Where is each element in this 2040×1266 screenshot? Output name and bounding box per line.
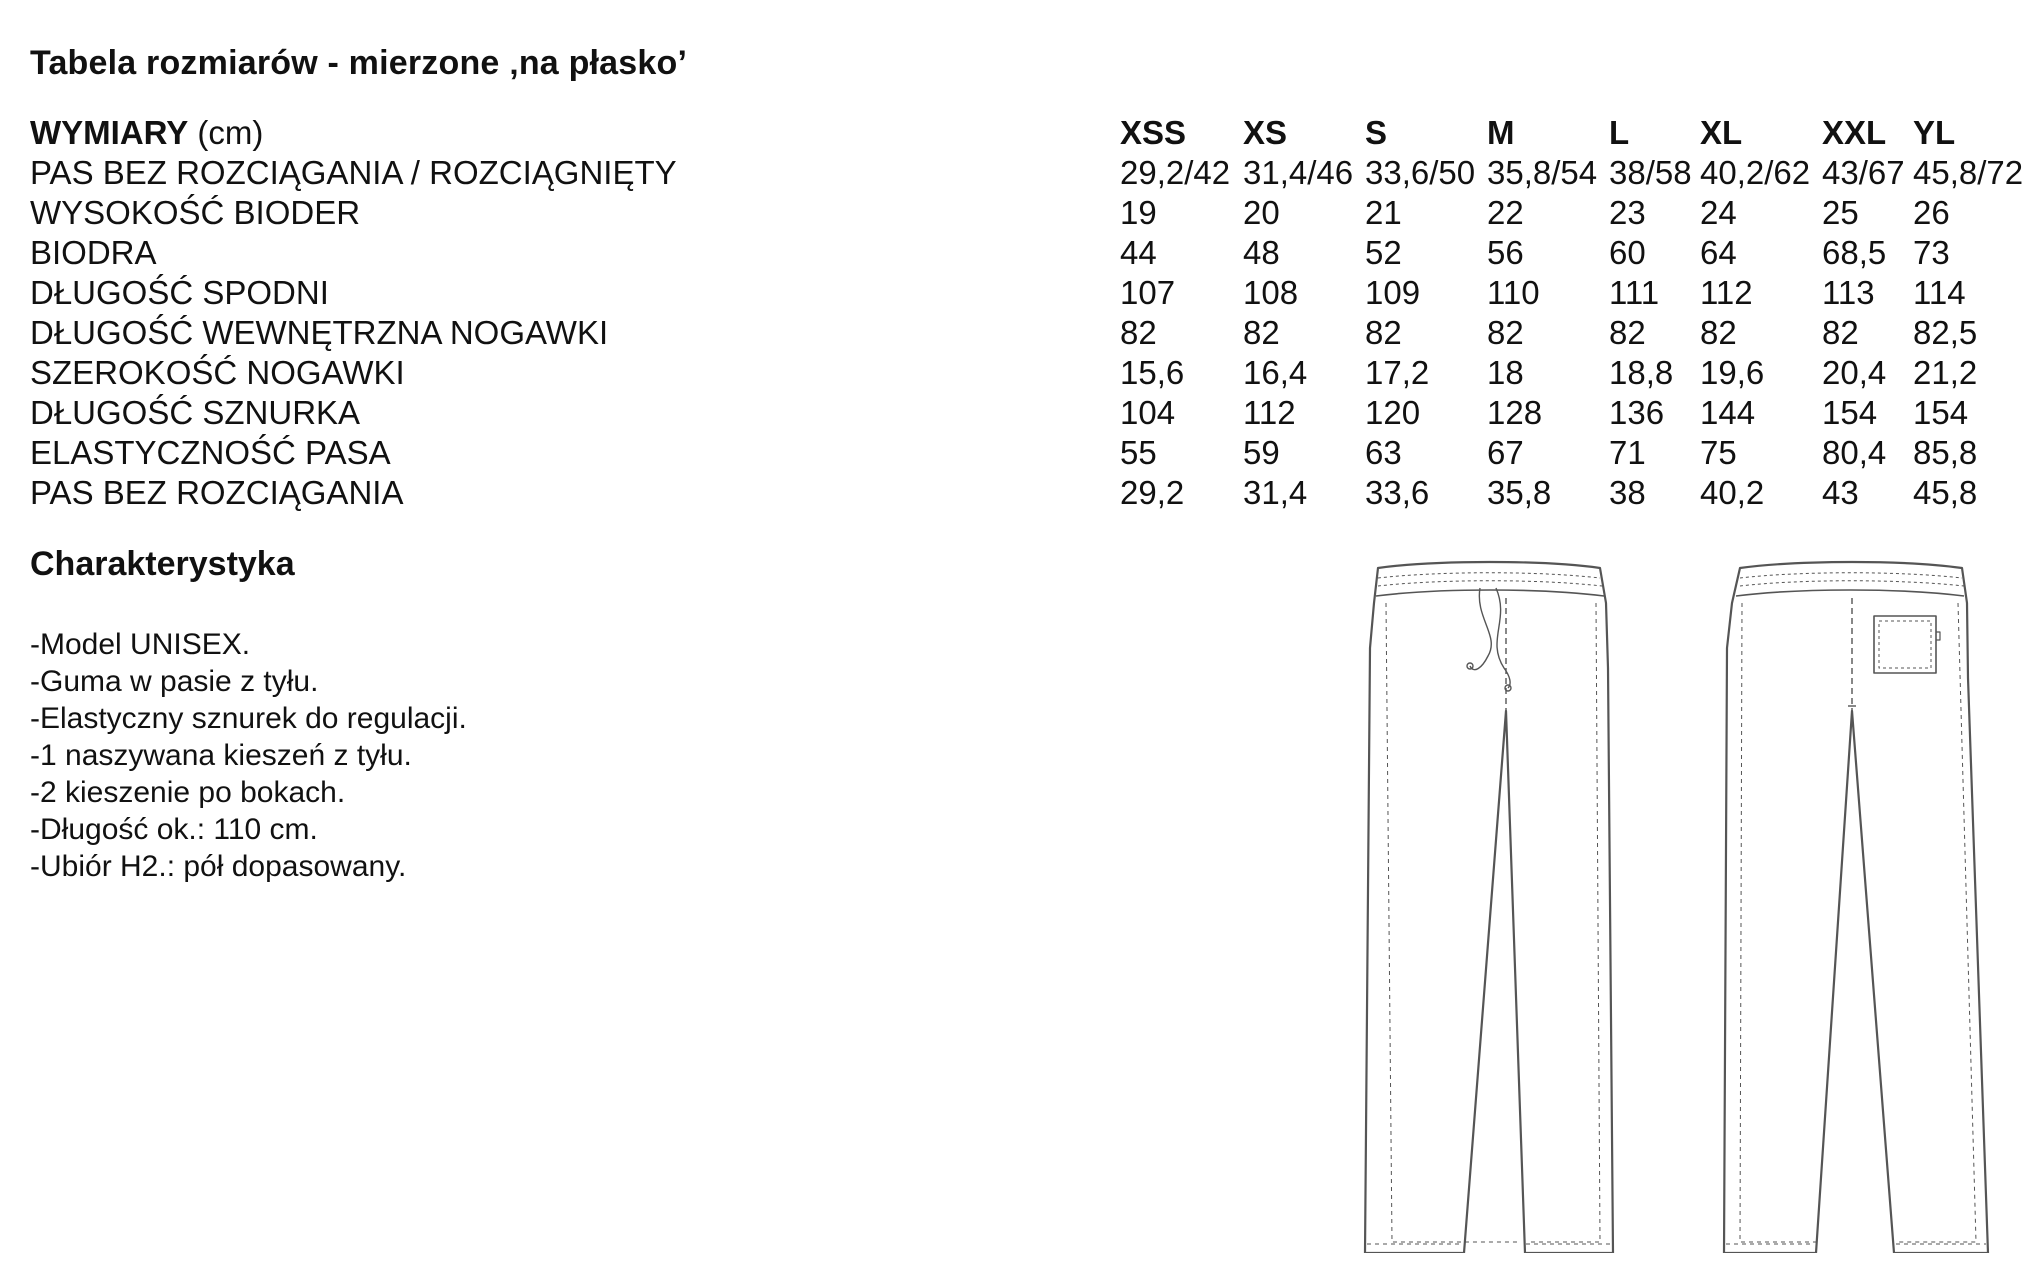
list-item: -Guma w pasie z tyłu. (30, 665, 319, 698)
table-cell: 29,2/42 (1120, 154, 1231, 191)
header-label-text: WYMIARY (30, 114, 189, 151)
size-header: L (1609, 114, 1630, 151)
list-item: -Elastyczny sznurek do regulacji. (30, 702, 467, 735)
size-header: XL (1700, 114, 1743, 151)
table-cell: 24 (1700, 194, 1737, 231)
table-cell: 68,5 (1822, 234, 1887, 271)
list-item: -Model UNISEX. (30, 628, 251, 661)
table-cell: 114 (1913, 274, 1966, 311)
table-cell: 107 (1120, 274, 1176, 311)
table-cell: 25 (1822, 194, 1859, 231)
table-cell: 38/58 (1609, 154, 1692, 191)
table-cell: 17,2 (1365, 354, 1430, 391)
table-cell: 64 (1700, 234, 1737, 271)
size-header: YL (1913, 114, 1956, 151)
table-cell: 111 (1609, 274, 1660, 311)
table-cell: 19 (1120, 194, 1157, 231)
table-cell: 16,4 (1243, 354, 1308, 391)
table-cell: 82 (1487, 314, 1524, 351)
table-cell: 21 (1365, 194, 1402, 231)
table-cell: 82 (1822, 314, 1859, 351)
size-header: M (1487, 114, 1515, 151)
table-cell: 44 (1120, 234, 1157, 271)
table-cell: 40,2/62 (1700, 154, 1811, 191)
table-cell: 82 (1365, 314, 1402, 351)
size-header: S (1365, 114, 1388, 151)
table-cell: 82 (1120, 314, 1157, 351)
table-cell: 56 (1487, 234, 1524, 271)
table-cell: 20,4 (1822, 354, 1887, 391)
size-header: XSS (1120, 114, 1187, 151)
row-label: SZEROKOŚĆ NOGAWKI (30, 354, 405, 391)
table-cell: 31,4/46 (1243, 154, 1354, 191)
table-cell: 20 (1243, 194, 1280, 231)
table-cell: 18,8 (1609, 354, 1674, 391)
table-cell: 59 (1243, 434, 1280, 471)
list-item: -Ubiór H2.: pół dopasowany. (30, 850, 407, 883)
list-item: -Długość ok.: 110 cm. (30, 813, 318, 846)
table-cell: 22 (1487, 194, 1524, 231)
table-cell: 45,8/72 (1913, 154, 2024, 191)
table-cell: 21,2 (1913, 354, 1978, 391)
row-label: ELASTYCZNOŚĆ PASA (30, 434, 391, 471)
table-cell: 120 (1365, 394, 1421, 431)
trousers-back-view (1724, 562, 1988, 1253)
characteristics-list (30, 626, 467, 885)
table-cell: 19,6 (1700, 354, 1765, 391)
table-cell: 40,2 (1700, 474, 1765, 511)
header-unit: (cm) (188, 114, 264, 151)
page-title: Tabela rozmiarów - mierzone ‚na płasko’ (30, 44, 688, 82)
row-label: WYSOKOŚĆ BIODER (30, 194, 361, 231)
header-label (30, 113, 263, 153)
table-cell: 29,2 (1120, 474, 1185, 511)
trousers-technical-drawing (1300, 548, 2000, 1253)
table-cell: 154 (1913, 394, 1969, 431)
row-label: DŁUGOŚĆ WEWNĘTRZNA NOGAWKI (30, 314, 609, 351)
table-cell: 63 (1365, 434, 1402, 471)
table-cell: 18 (1487, 354, 1524, 391)
table-cell: 82 (1243, 314, 1280, 351)
table-cell: 80,4 (1822, 434, 1887, 471)
table-cell: 38 (1609, 474, 1646, 511)
table-cell: 43/67 (1822, 154, 1905, 191)
table-cell: 82,5 (1913, 314, 1978, 351)
table-cell: 52 (1365, 234, 1402, 271)
table-cell: 55 (1120, 434, 1157, 471)
table-cell: 67 (1487, 434, 1524, 471)
size-header: XS (1243, 114, 1288, 151)
table-cell: 15,6 (1120, 354, 1185, 391)
table-cell: 154 (1822, 394, 1878, 431)
table-cell: 109 (1365, 274, 1421, 311)
table-cell: 26 (1913, 194, 1950, 231)
table-cell: 71 (1609, 434, 1646, 471)
row-label: DŁUGOŚĆ SZNURKA (30, 394, 361, 431)
list-item: -2 kieszenie po bokach. (30, 776, 346, 809)
table-cell: 60 (1609, 234, 1646, 271)
table-cell: 23 (1609, 194, 1646, 231)
row-label: DŁUGOŚĆ SPODNI (30, 274, 329, 311)
table-cell: 73 (1913, 234, 1950, 271)
table-cell: 31,4 (1243, 474, 1308, 511)
row-label: PAS BEZ ROZCIĄGANIA (30, 474, 404, 511)
size-header: XXL (1822, 114, 1887, 151)
table-cell: 128 (1487, 394, 1543, 431)
table-cell: 110 (1487, 274, 1540, 311)
table-cell: 112 (1700, 274, 1753, 311)
table-cell: 48 (1243, 234, 1280, 271)
table-cell: 112 (1243, 394, 1296, 431)
table-cell: 113 (1822, 274, 1875, 311)
table-cell: 75 (1700, 434, 1737, 471)
list-item: -1 naszywana kieszeń z tyłu. (30, 739, 412, 772)
table-cell: 35,8 (1487, 474, 1552, 511)
table-cell: 108 (1243, 274, 1299, 311)
table-cell: 45,8 (1913, 474, 1978, 511)
table-cell: 82 (1609, 314, 1646, 351)
table-cell: 144 (1700, 394, 1756, 431)
table-cell: 82 (1700, 314, 1737, 351)
table-cell: 136 (1609, 394, 1665, 431)
trousers-front-view (1365, 562, 1613, 1253)
characteristics-heading: Charakterystyka (30, 545, 295, 583)
table-cell: 85,8 (1913, 434, 1978, 471)
table-cell: 43 (1822, 474, 1859, 511)
table-cell: 33,6/50 (1365, 154, 1476, 191)
row-label: PAS BEZ ROZCIĄGANIA / ROZCIĄGNIĘTY (30, 154, 677, 191)
table-cell: 104 (1120, 394, 1176, 431)
table-cell: 33,6 (1365, 474, 1430, 511)
row-label: BIODRA (30, 234, 157, 271)
table-cell: 35,8/54 (1487, 154, 1598, 191)
